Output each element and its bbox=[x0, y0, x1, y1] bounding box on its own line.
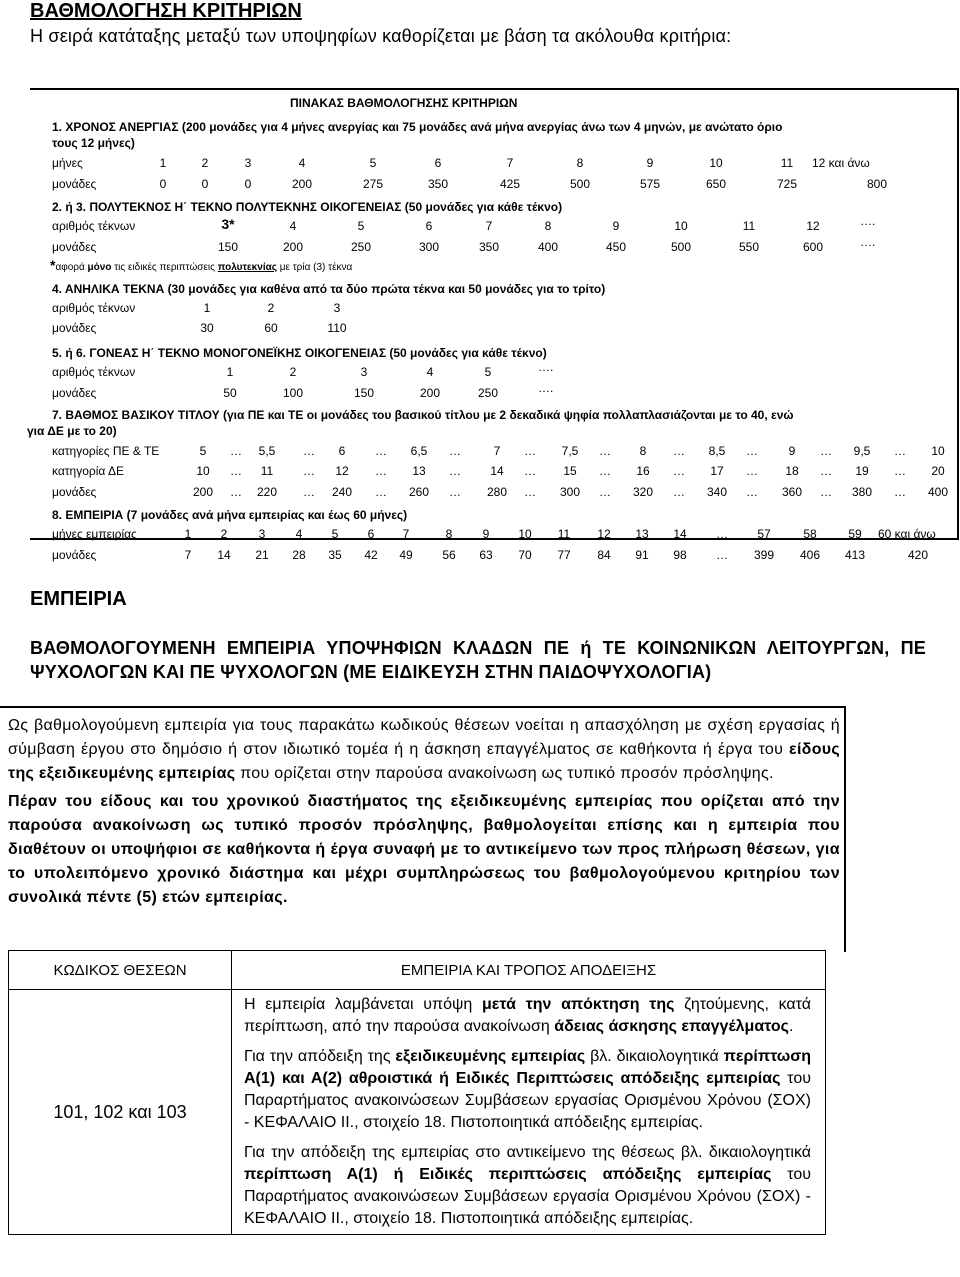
c2-children-9: 12 bbox=[806, 219, 820, 233]
c4-points-label: μονάδες bbox=[52, 321, 97, 335]
c7-pe-te-7: 8,5 bbox=[708, 444, 726, 458]
c5-children-1: 2 bbox=[289, 365, 297, 379]
c2-points-0: 150 bbox=[217, 240, 239, 254]
c1-points-4: 275 bbox=[362, 177, 384, 191]
c2-points-4: 350 bbox=[478, 240, 500, 254]
c8-points-7: 56 bbox=[442, 548, 456, 562]
c8-month-7: 8 bbox=[445, 527, 453, 541]
c8-points-12: 91 bbox=[635, 548, 649, 562]
c7-dots-1-7: … bbox=[746, 464, 758, 478]
c5-children-2: 3 bbox=[360, 365, 368, 379]
c2-children-2: 5 bbox=[357, 219, 365, 233]
c8-points-8: 63 bbox=[479, 548, 493, 562]
c8-month-5: 6 bbox=[367, 527, 375, 541]
c8-points-14: … bbox=[716, 548, 728, 562]
c8-points-label: μονάδες bbox=[52, 548, 97, 562]
c5-points-1: 100 bbox=[282, 386, 304, 400]
experience-paragraph-1: Ως βαθμολογούμενη εμπειρία για τους παρακάτω κωδικούς θέσεων νοείται η απασχόληση με σχέση εργασίας ή σύμβαση έργου στο δημόσιο ή στον ιδιωτικό τομέα ή η άσκηση επαγγέλματος σε καθήκοντα ή έργα του είδους της εξειδικευμένης εμπειρίας που ορίζεται στην παρούσα ανακοίνωση ως τυπικό προσόν πρόσληψης. bbox=[8, 717, 840, 782]
description-paragraph-1: Η εμπειρία λαμβάνεται υπόψη μετά την απόκτηση της ζητούμενης, κατά περίπτωση, από την παρούσα ανακοίνωση άδειας άσκησης επαγγέλματος. bbox=[244, 996, 811, 1035]
c7-de-1: 11 bbox=[260, 464, 274, 478]
c7-dots-1-2: … bbox=[375, 464, 387, 478]
c8-points-5: 42 bbox=[364, 548, 378, 562]
c7-points-5: 300 bbox=[559, 485, 581, 499]
c1-heading: 1. ΧΡΟΝΟΣ ΑΝΕΡΓΙΑΣ (200 μονάδες για 4 μήνες ανεργίας και 75 μονάδες ανά μήνα ανεργίας άνω των 4 μηνών, με ανώτατο όριο bbox=[52, 120, 783, 134]
c1-month-9: 10 bbox=[709, 156, 723, 170]
c1-month-1: 2 bbox=[201, 156, 209, 170]
c2-points-9: 600 bbox=[802, 240, 824, 254]
intro-text: Η σειρά κατάταξης μεταξύ των υποψηφίων καθορίζεται με βάση τα ακόλουθα κριτήρια: bbox=[30, 26, 732, 46]
c7-points-3: 260 bbox=[408, 485, 430, 499]
c7-pe-te-0: 5 bbox=[199, 444, 207, 458]
c5-points-2: 150 bbox=[353, 386, 375, 400]
c7-points-8: 360 bbox=[781, 485, 803, 499]
c2-points-1: 200 bbox=[282, 240, 304, 254]
c8-month-18: 60 και άνω bbox=[878, 527, 936, 541]
c7-dots-0-6: … bbox=[673, 444, 685, 458]
c2-points-3: 300 bbox=[418, 240, 440, 254]
c7-dots-1-0: … bbox=[230, 464, 242, 478]
c7-pe-te-5: 7,5 bbox=[561, 444, 579, 458]
c7-dots-1-8: … bbox=[820, 464, 832, 478]
c7-dots-2-7: … bbox=[746, 485, 758, 499]
c7-dots-0-5: … bbox=[599, 444, 611, 458]
c8-month-0: 1 bbox=[184, 527, 192, 541]
c7-points-9: 380 bbox=[851, 485, 873, 499]
c7-pe-te-10: 10 bbox=[931, 444, 945, 458]
position-codes: 101, 102 και 103 bbox=[9, 990, 232, 1235]
c1-month-3: 4 bbox=[298, 156, 306, 170]
c2-children-3: 6 bbox=[425, 219, 433, 233]
c7-de-5: 15 bbox=[563, 464, 577, 478]
c7-heading: 7. ΒΑΘΜΟΣ ΒΑΣΙΚΟΥ ΤΙΤΛΟΥ (για ΠΕ και ΤΕ οι μονάδες του βασικού τίτλου με 2 δεκαδικά ψηφία πολλαπλασιάζονται με το 40, ενώ bbox=[52, 408, 794, 422]
c7-pe-te-9: 9,5 bbox=[853, 444, 871, 458]
c7-dots-2-0: … bbox=[230, 485, 242, 499]
c7-de-label: κατηγορία ΔΕ bbox=[52, 464, 124, 478]
c4-children-2: 3 bbox=[333, 301, 341, 315]
c1-points-3: 200 bbox=[291, 177, 313, 191]
experience-text-box bbox=[0, 706, 846, 952]
c7-dots-0-0: … bbox=[230, 444, 242, 458]
c8-month-3: 4 bbox=[295, 527, 303, 541]
c7-de-2: 12 bbox=[335, 464, 349, 478]
c2-points-6: 450 bbox=[605, 240, 627, 254]
c1-month-8: 9 bbox=[646, 156, 654, 170]
c7-heading-cont: για ΔΕ με το 20) bbox=[27, 424, 117, 438]
c7-dots-1-3: … bbox=[449, 464, 461, 478]
c2-points-label: μονάδες bbox=[52, 240, 97, 254]
c7-points-2: 240 bbox=[331, 485, 353, 499]
c2-children-5: 8 bbox=[544, 219, 552, 233]
c8-month-2: 3 bbox=[258, 527, 266, 541]
c5-points-4: 250 bbox=[477, 386, 499, 400]
c2-points-2: 250 bbox=[350, 240, 372, 254]
c8-month-13: 14 bbox=[673, 527, 687, 541]
c8-points-15: 399 bbox=[753, 548, 775, 562]
c8-points-6: 49 bbox=[399, 548, 413, 562]
c7-dots-0-2: … bbox=[375, 444, 387, 458]
c5-points-0: 50 bbox=[223, 386, 237, 400]
c1-points-10: 725 bbox=[776, 177, 798, 191]
c1-months-label: μήνες bbox=[52, 156, 83, 170]
c1-points-0: 0 bbox=[159, 177, 167, 191]
c4-heading: 4. ΑΝΗΛΙΚΑ ΤΕΚΝΑ (30 μονάδες για καθένα από τα δύο πρώτα τέκνα και 50 μονάδες για το τρίτο) bbox=[52, 282, 606, 296]
c8-points-9: 70 bbox=[518, 548, 532, 562]
c7-de-8: 18 bbox=[785, 464, 799, 478]
c5-ellipsis-1: …. bbox=[538, 360, 554, 374]
c5-ellipsis-2: …. bbox=[538, 381, 554, 395]
c7-points-4: 280 bbox=[486, 485, 508, 499]
c2-children-4: 7 bbox=[485, 219, 493, 233]
c2-children-0: 3* bbox=[221, 216, 235, 232]
c2-children-7: 10 bbox=[674, 219, 688, 233]
c7-dots-1-9: … bbox=[894, 464, 906, 478]
c7-points-6: 320 bbox=[632, 485, 654, 499]
c8-month-6: 7 bbox=[402, 527, 410, 541]
c7-pe-te-4: 7 bbox=[493, 444, 501, 458]
c7-de-6: 16 bbox=[636, 464, 650, 478]
c7-dots-2-1: … bbox=[303, 485, 315, 499]
c1-points-7: 500 bbox=[569, 177, 591, 191]
c7-pe-te-8: 9 bbox=[788, 444, 796, 458]
c1-points-11: 800 bbox=[866, 177, 888, 191]
c7-pe-te-1: 5,5 bbox=[258, 444, 276, 458]
c5-children-label: αριθμός τέκνων bbox=[52, 365, 136, 379]
c7-dots-0-7: … bbox=[746, 444, 758, 458]
c8-points-3: 28 bbox=[292, 548, 306, 562]
c7-dots-2-8: … bbox=[820, 485, 832, 499]
c8-month-10: 11 bbox=[557, 527, 571, 541]
c1-month-6: 7 bbox=[506, 156, 514, 170]
c7-dots-0-8: … bbox=[820, 444, 832, 458]
c8-heading: 8. ΕΜΠΕΙΡΙΑ (7 μονάδες ανά μήνα εμπειρίας και έως 60 μήνες) bbox=[52, 508, 408, 522]
c5-heading: 5. ή 6. ΓΟΝΕΑΣ Η΄ ΤΕΚΝΟ ΜΟΝΟΓΟΝΕΪΚΗΣ ΟΙΚΟΓΕΝΕΙΑΣ (50 μονάδες για κάθε τέκνο) bbox=[52, 346, 547, 360]
c1-points-9: 650 bbox=[705, 177, 727, 191]
c8-months-label: μήνες εμπειρίας bbox=[52, 527, 137, 541]
code-column-header: ΚΩΔΙΚΟΣ ΘΕΣΕΩΝ bbox=[9, 951, 232, 990]
c2-ellipsis-2: …. bbox=[860, 235, 876, 249]
c7-dots-2-5: … bbox=[599, 485, 611, 499]
c1-month-7: 8 bbox=[576, 156, 584, 170]
c8-points-0: 7 bbox=[184, 548, 192, 562]
c7-de-3: 13 bbox=[412, 464, 426, 478]
c7-dots-0-9: … bbox=[894, 444, 906, 458]
c4-points-2: 110 bbox=[327, 321, 347, 335]
c2-ellipsis-1: …. bbox=[860, 214, 876, 228]
c2-children-1: 4 bbox=[289, 219, 297, 233]
c2-points-5: 400 bbox=[537, 240, 559, 254]
c1-month-11: 12 και άνω bbox=[812, 156, 870, 170]
c7-dots-1-6: … bbox=[673, 464, 685, 478]
c8-points-17: 413 bbox=[844, 548, 866, 562]
c7-de-0: 10 bbox=[196, 464, 210, 478]
c2-children-6: 9 bbox=[612, 219, 620, 233]
c1-month-10: 11 bbox=[780, 156, 794, 170]
description-paragraph-3: Για την απόδειξη της εμπειρίας στο αντικείμενο της θέσεως βλ. δικαιολογητικά περίπτωση Α(1) ή Ειδικές περιπτώσεις απόδειξης εμπειρίας του Παραρτήματος ανακοινώσεων Συμβάσεων εργασία Ορισμένου Χρόνου (ΣΟΧ) - ΚΕΦΑΛΑΙΟ ΙΙ., στοιχείο 18. Πιστοποιητικά απόδειξης εμπειρίας. bbox=[244, 1144, 812, 1227]
c7-dots-2-4: … bbox=[524, 485, 536, 499]
c1-month-2: 3 bbox=[244, 156, 252, 170]
c7-dots-0-4: … bbox=[524, 444, 536, 458]
c2-children-label: αριθμός τέκνων bbox=[52, 219, 136, 233]
c7-dots-1-5: … bbox=[599, 464, 611, 478]
description-paragraph-2: Για την απόδειξη της εξειδικευμένης εμπειρίας βλ. δικαιολογητικά περίπτωση Α(1) και Α(2) αθροιστικά ή Ειδικές Περιπτώσεις απόδειξης εμπειρίας του Παραρτήματος ανακοινώσεων Συμβάσεων εργασίας Ορισμένου Χρόνου (ΣΟΧ) - ΚΕΦΑΛΑΙΟ ΙΙ., στοιχείο 18. Πιστοποιητικά απόδειξης εμπειρίας. bbox=[244, 1048, 812, 1131]
c7-points-10: 400 bbox=[927, 485, 949, 499]
page-title: ΒΑΘΜΟΛΟΓΗΣΗ ΚΡΙΤΗΡΙΩΝ bbox=[30, 0, 302, 22]
c2-points-8: 550 bbox=[738, 240, 760, 254]
c7-dots-2-6: … bbox=[673, 485, 685, 499]
c7-dots-0-1: … bbox=[303, 444, 315, 458]
c2-footnote: *αφορά μόνο τις ειδικές περιπτώσεις πολυτεκνίας με τρία (3) τέκνα bbox=[50, 257, 353, 273]
c1-points-5: 350 bbox=[427, 177, 449, 191]
c2-heading: 2. ή 3. ΠΟΛΥΤΕΚΝΟΣ Η΄ ΤΕΚΝΟ ΠΟΛΥΤΕΚΝΗΣ ΟΙΚΟΓΕΝΕΙΑΣ (50 μονάδες για κάθε τέκνο) bbox=[52, 200, 563, 214]
c1-month-5: 6 bbox=[434, 156, 442, 170]
c4-children-0: 1 bbox=[203, 301, 211, 315]
c5-children-3: 4 bbox=[426, 365, 434, 379]
c4-children-label: αριθμός τέκνων bbox=[52, 301, 136, 315]
c7-de-4: 14 bbox=[490, 464, 504, 478]
c8-points-18: 420 bbox=[907, 548, 929, 562]
experience-paragraph-2: Πέραν του είδους και του χρονικού διαστήματος της εξειδικευμένης εμπειρίας που ορίζεται από την παρούσα ανακοίνωση ως τυπικό προσόν πρόσληψης, βαθμολογείται επίσης και η εμπειρία που διαθέτουν οι υποψήφιοι σε καθήκοντα ή έργα συναφή με το αντικείμενο των προς πλήρωση θέσεων, για το υπολειπόμενο χρονικό διάστημα και μέχρι συμπληρώσεως του βαθμολογούμενου κριτηρίου των συνολικά πέντε (5) ετών εμπειρίας. bbox=[8, 793, 840, 906]
c8-month-16: 58 bbox=[803, 527, 817, 541]
c8-month-4: 5 bbox=[331, 527, 339, 541]
c8-points-2: 21 bbox=[255, 548, 269, 562]
criteria-table-title: ΠΙΝΑΚΑΣ ΒΑΘΜΟΛΟΓΗΣΗΣ ΚΡΙΤΗΡΙΩΝ bbox=[290, 96, 518, 110]
c7-de-10: 20 bbox=[931, 464, 945, 478]
c8-month-14: … bbox=[716, 527, 728, 541]
c1-points-8: 575 bbox=[639, 177, 661, 191]
c1-month-4: 5 bbox=[369, 156, 377, 170]
c7-de-7: 17 bbox=[710, 464, 724, 478]
c7-dots-1-4: … bbox=[524, 464, 536, 478]
c1-heading-cont: τους 12 μήνες) bbox=[52, 136, 135, 150]
c7-points-7: 340 bbox=[706, 485, 728, 499]
c8-month-1: 2 bbox=[220, 527, 228, 541]
c7-points-0: 200 bbox=[192, 485, 214, 499]
c8-month-11: 12 bbox=[597, 527, 611, 541]
c1-points-6: 425 bbox=[499, 177, 521, 191]
c2-children-8: 11 bbox=[742, 219, 756, 233]
c7-points-1: 220 bbox=[256, 485, 278, 499]
c7-dots-2-9: … bbox=[894, 485, 906, 499]
c8-points-4: 35 bbox=[328, 548, 342, 562]
c2-points-7: 500 bbox=[670, 240, 692, 254]
c8-points-13: 98 bbox=[673, 548, 687, 562]
c1-month-0: 1 bbox=[159, 156, 167, 170]
c5-points-label: μονάδες bbox=[52, 386, 97, 400]
experience-table bbox=[8, 950, 826, 1235]
c7-dots-2-3: … bbox=[449, 485, 461, 499]
c7-dots-0-3: … bbox=[449, 444, 461, 458]
c8-month-15: 57 bbox=[757, 527, 771, 541]
experience-subtitle: ΒΑΘΜΟΛΟΓΟΥΜΕΝΗ ΕΜΠΕΙΡΙΑ ΥΠΟΨΗΦΙΩΝ ΚΛΑΔΩΝ ΠΕ ή ΤΕ ΚΟΙΝΩΝΙΚΩΝ ΛΕΙΤΟΥΡΓΩΝ, ΠΕ ΨΥΧΟΛΟΓΩΝ ΚΑΙ ΠΕ ΨΥΧΟΛΟΓΩΝ (ΜΕ ΕΙΔΙΚΕΥΣΗ ΣΤΗΝ ΠΑΙΔΟΨΥΧΟΛΟΓΙΑ) bbox=[30, 638, 926, 682]
c4-points-0: 30 bbox=[200, 321, 214, 335]
experience-title: ΕΜΠΕΙΡΙΑ bbox=[30, 588, 127, 610]
c7-pe-te-label: κατηγορίες ΠΕ & ΤΕ bbox=[52, 444, 160, 458]
c4-children-1: 2 bbox=[267, 301, 275, 315]
c4-points-1: 60 bbox=[264, 321, 278, 335]
c7-pe-te-6: 8 bbox=[639, 444, 647, 458]
c7-pe-te-2: 6 bbox=[338, 444, 346, 458]
experience-table-header bbox=[9, 951, 826, 990]
c8-month-9: 10 bbox=[518, 527, 532, 541]
c8-points-10: 77 bbox=[557, 548, 571, 562]
c8-month-8: 9 bbox=[482, 527, 490, 541]
c1-points-1: 0 bbox=[201, 177, 209, 191]
c5-children-4: 5 bbox=[484, 365, 492, 379]
c5-children-0: 1 bbox=[226, 365, 234, 379]
c1-points-label: μονάδες bbox=[52, 177, 97, 191]
c8-points-1: 14 bbox=[217, 548, 231, 562]
table-row bbox=[9, 990, 826, 1235]
c8-points-11: 84 bbox=[597, 548, 611, 562]
c8-month-12: 13 bbox=[635, 527, 649, 541]
experience-column-header: ΕΜΠΕΙΡΙΑ ΚΑΙ ΤΡΟΠΟΣ ΑΠΟΔΕΙΞΗΣ bbox=[232, 951, 826, 990]
c8-points-16: 406 bbox=[799, 548, 821, 562]
c7-pe-te-3: 6,5 bbox=[410, 444, 428, 458]
c7-de-9: 19 bbox=[855, 464, 869, 478]
c8-month-17: 59 bbox=[848, 527, 862, 541]
c5-points-3: 200 bbox=[419, 386, 441, 400]
c1-points-2: 0 bbox=[244, 177, 252, 191]
c7-dots-2-2: … bbox=[375, 485, 387, 499]
experience-description bbox=[232, 990, 826, 1235]
c7-dots-1-1: … bbox=[303, 464, 315, 478]
c7-points-label: μονάδες bbox=[52, 485, 97, 499]
